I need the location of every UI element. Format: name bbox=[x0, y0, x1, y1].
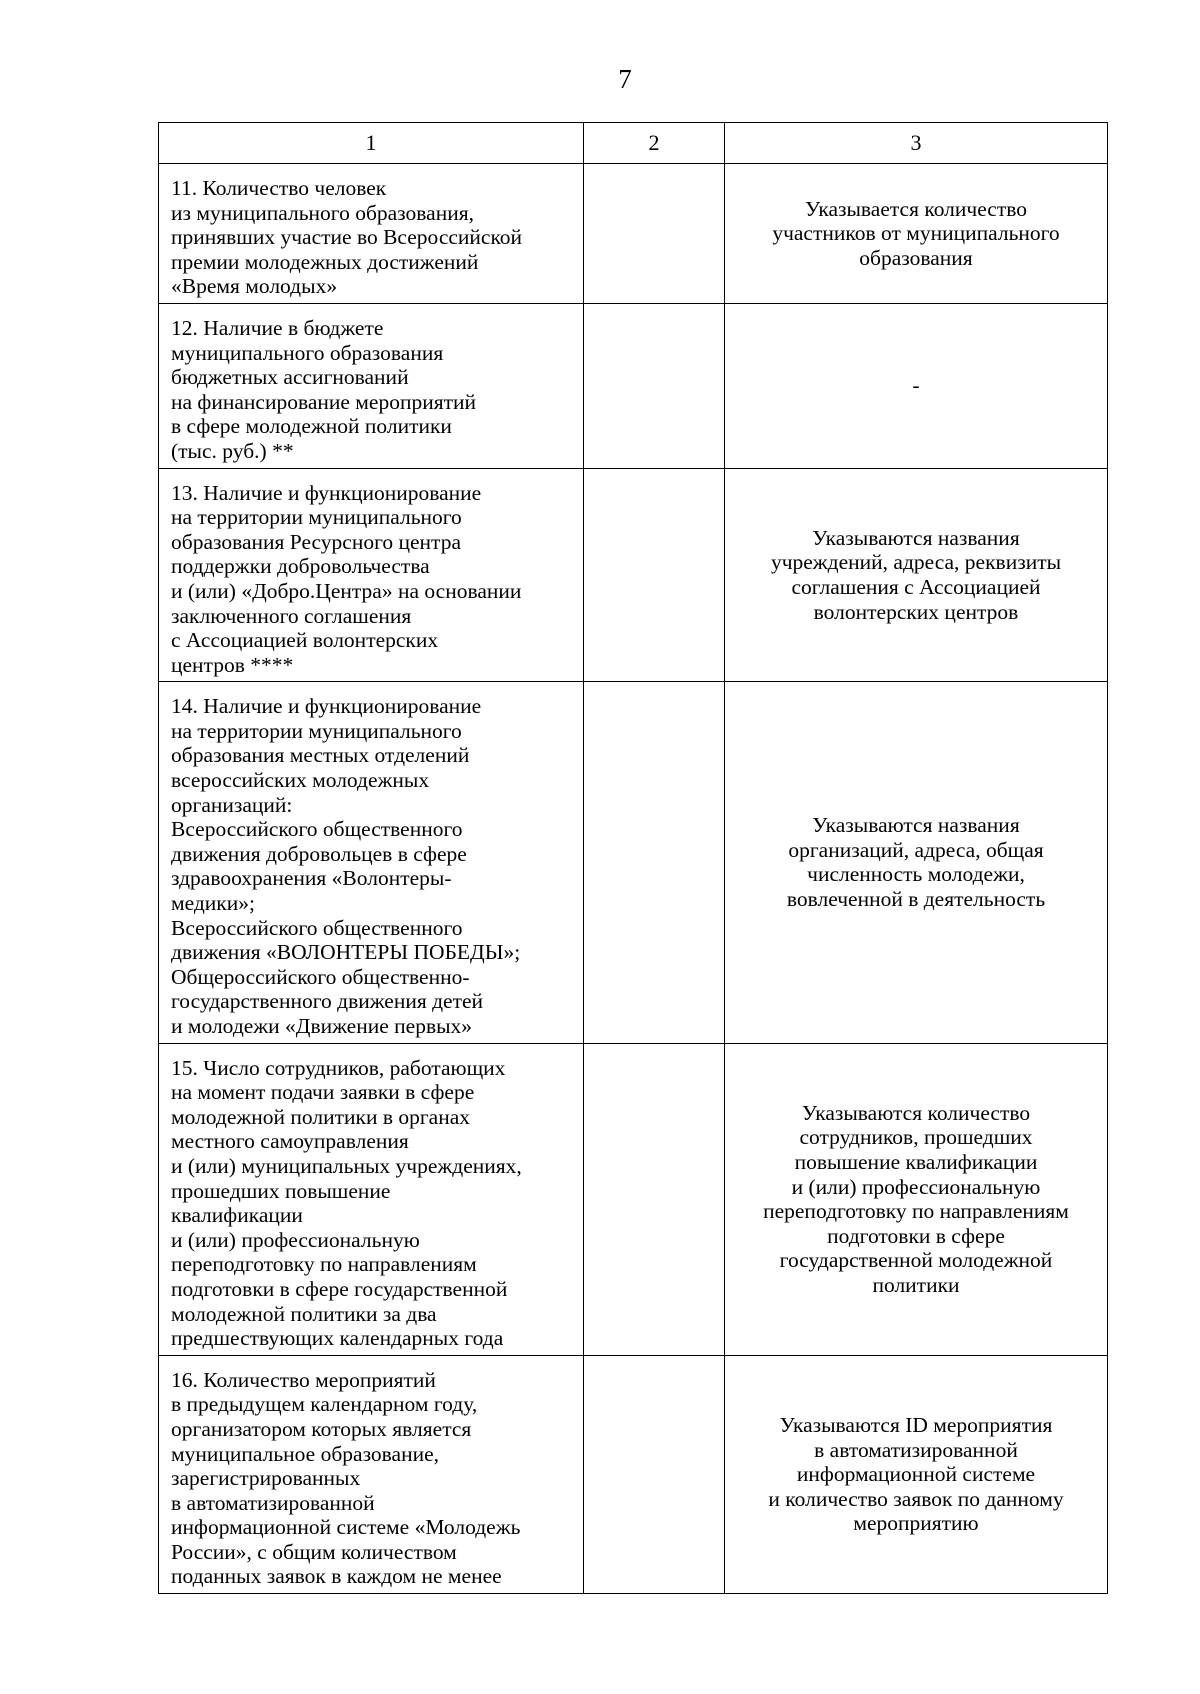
indicator-cell: 12. Наличие в бюджете муниципального образования бюджетных ассигнований на финансирование мероприятий в сфере молодежной политики (тыс. руб.) ** bbox=[159, 303, 584, 468]
note-cell: Указывается количество участников от муниципального образования bbox=[725, 164, 1108, 304]
indicator-cell: 15. Число сотрудников, работающих на момент подачи заявки в сфере молодежной политики в органах местного самоуправления и (или) муниципальных учреждениях, прошедших повышение квалификации и (или) профессиональную переподготовку по направлениям подготовки в сфере государственной молодежной политики за два предшествующих календарных года bbox=[159, 1043, 584, 1355]
column-header-3: 3 bbox=[725, 123, 1108, 164]
value-cell bbox=[584, 1355, 725, 1593]
table-row bbox=[159, 303, 1108, 468]
value-cell bbox=[584, 164, 725, 304]
table-row bbox=[159, 164, 1108, 304]
page-number: 7 bbox=[618, 64, 632, 94]
column-header-2: 2 bbox=[584, 123, 725, 164]
table-header-row bbox=[159, 123, 1108, 164]
criteria-table bbox=[158, 122, 1108, 1594]
table-row bbox=[159, 1355, 1108, 1593]
table-row bbox=[159, 468, 1108, 682]
note-cell: - bbox=[725, 303, 1108, 468]
table-row bbox=[159, 682, 1108, 1043]
indicator-cell: 13. Наличие и функционирование на территории муниципального образования Ресурсного центра поддержки добровольчества и (или) «Добро.Центра» на основании заключенного соглашения с Ассоциацией волонтерских центров **** bbox=[159, 468, 584, 682]
indicator-cell: 11. Количество человек из муниципального образования, принявших участие во Всероссийской премии молодежных достижений «Время молодых» bbox=[159, 164, 584, 304]
value-cell bbox=[584, 682, 725, 1043]
note-cell: Указываются названия организаций, адреса, общая численность молодежи, вовлеченной в деятельность bbox=[725, 682, 1108, 1043]
note-cell: Указываются ID мероприятия в автоматизированной информационной системе и количество заявок по данному мероприятию bbox=[725, 1355, 1108, 1593]
note-cell: Указываются количество сотрудников, прошедших повышение квалификации и (или) профессиональную переподготовку по направлениям подготовки в сфере государственной молодежной политики bbox=[725, 1043, 1108, 1355]
indicator-cell: 16. Количество мероприятий в предыдущем календарном году, организатором которых является муниципальное образование, зарегистрированных в автоматизированной информационной системе «Молодежь России», с общим количеством поданных заявок в каждом не менее bbox=[159, 1355, 584, 1593]
indicator-cell: 14. Наличие и функционирование на территории муниципального образования местных отделений всероссийских молодежных организаций: Всероссийского общественного движения добровольцев в сфере здравоохранения «Волонтеры- медики»; Всероссийского общественного движения «ВОЛОНТЕРЫ ПОБЕДЫ»; Общероссийского общественно- государственного движения детей и молодежи «Движение первых» bbox=[159, 682, 584, 1043]
table-row bbox=[159, 1043, 1108, 1355]
note-cell: Указываются названия учреждений, адреса, реквизиты соглашения с Ассоциацией волонтерских центров bbox=[725, 468, 1108, 682]
value-cell bbox=[584, 468, 725, 682]
column-header-1: 1 bbox=[159, 123, 584, 164]
value-cell bbox=[584, 1043, 725, 1355]
value-cell bbox=[584, 303, 725, 468]
